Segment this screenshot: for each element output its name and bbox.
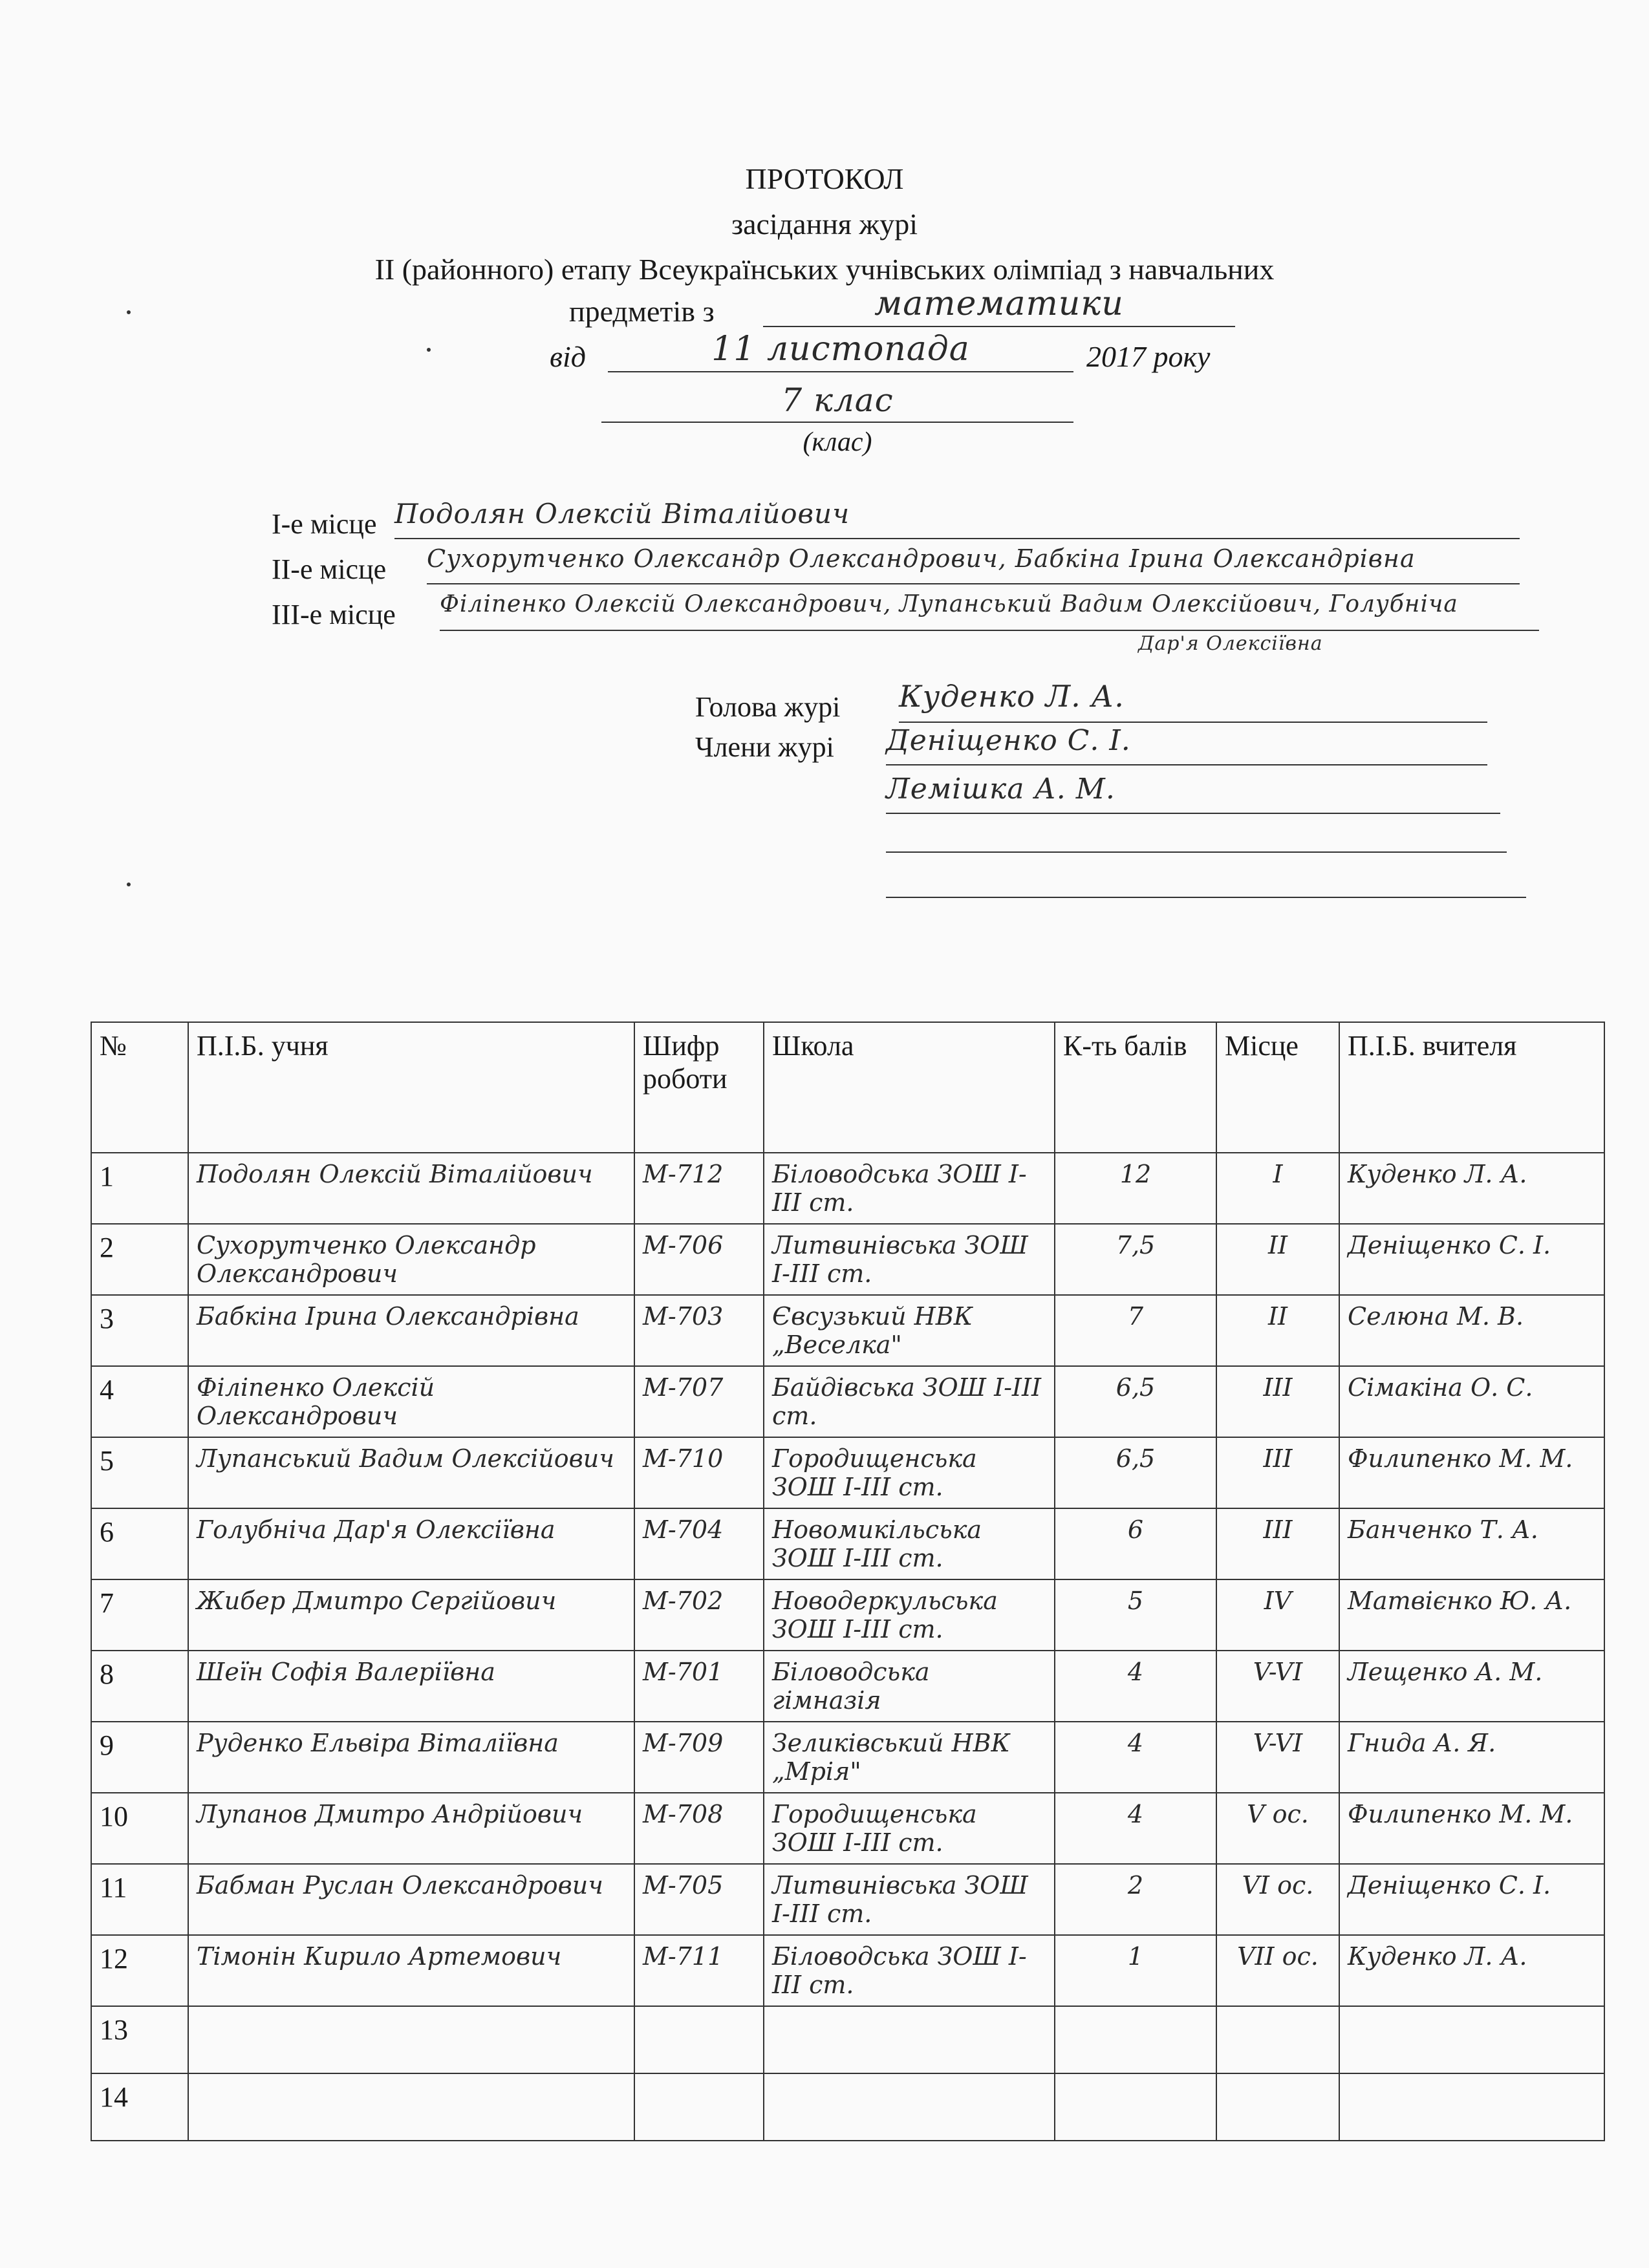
table-row [91, 1579, 1604, 1651]
score: 1 [1055, 1935, 1216, 2006]
row-number: 3 [91, 1295, 188, 1366]
place: ІІ [1216, 1224, 1339, 1295]
subject-prefix: предметів з [569, 295, 715, 328]
student-name: Лупанський Вадим Олексійович [188, 1437, 634, 1508]
row-number: 6 [91, 1508, 188, 1579]
third-place-continuation: Дар'я Олексіївна [1138, 632, 1323, 655]
row-number: 5 [91, 1437, 188, 1508]
subject-field: математики [763, 284, 1235, 327]
second-place-label: ІІ-е місце [272, 553, 387, 585]
teacher-name: Матвієнко Ю. А. [1339, 1579, 1604, 1651]
work-code: М-704 [634, 1508, 764, 1579]
class-caption: (клас) [803, 427, 872, 457]
school-name: Городищенська ЗОШ І-ІІІ ст. [764, 1793, 1055, 1864]
school-name [764, 2006, 1055, 2073]
student-name: Лупанов Дмитро Андрійович [188, 1793, 634, 1864]
class-field: 7 клас [601, 381, 1073, 423]
score: 6,5 [1055, 1437, 1216, 1508]
school-name: Біловодська ЗОШ І-ІІІ ст. [764, 1935, 1055, 2006]
place: V ос. [1216, 1793, 1339, 1864]
student-name: Бабман Руслан Олександрович [188, 1864, 634, 1935]
student-name [188, 2073, 634, 2141]
row-number: 13 [91, 2006, 188, 2073]
student-name: Жибер Дмитро Сергійович [188, 1579, 634, 1651]
score: 6 [1055, 1508, 1216, 1579]
school-name [764, 2073, 1055, 2141]
table-row [91, 1224, 1604, 1295]
first-place-value: Подолян Олексій Віталійович [394, 498, 1520, 539]
school-name: Литвинівська ЗОШ І-ІІІ ст. [764, 1224, 1055, 1295]
scan-speck [127, 883, 131, 886]
third-place-value: Філіпенко Олексій Олександрович, Лупанський Вадим Олексійович, Голубніча [440, 591, 1539, 631]
table-row [91, 1508, 1604, 1579]
teacher-name: Сімакіна О. С. [1339, 1366, 1604, 1437]
teacher-name: Банченко Т. А. [1339, 1508, 1604, 1579]
school-name: Литвинівська ЗОШ І-ІІІ ст. [764, 1864, 1055, 1935]
place: ІІІ [1216, 1366, 1339, 1437]
results-table [91, 1022, 1605, 2141]
page-title: ПРОТОКОЛ [745, 162, 904, 195]
score: 12 [1055, 1153, 1216, 1224]
score: 4 [1055, 1793, 1216, 1864]
jury-member-2: Лемішка А. М. [886, 773, 1500, 814]
row-number: 4 [91, 1366, 188, 1437]
school-name: Новомикільська ЗОШ І-ІІІ ст. [764, 1508, 1055, 1579]
teacher-name: Деніщенко С. І. [1339, 1224, 1604, 1295]
row-number: 11 [91, 1864, 188, 1935]
teacher-name: Куденко Л. А. [1339, 1935, 1604, 2006]
row-number: 1 [91, 1153, 188, 1224]
table-row [91, 1722, 1604, 1793]
teacher-name: Лещенко А. М. [1339, 1651, 1604, 1722]
score [1055, 2006, 1216, 2073]
teacher-name: Филипенко М. М. [1339, 1793, 1604, 1864]
table-row [91, 1935, 1604, 2006]
place: VII ос. [1216, 1935, 1339, 2006]
col-teacher-header: П.І.Б. вчителя [1339, 1022, 1604, 1153]
row-number: 12 [91, 1935, 188, 2006]
teacher-name [1339, 2073, 1604, 2141]
school-name: Новодеркульська ЗОШ І-ІІІ ст. [764, 1579, 1055, 1651]
jury-member-line-4 [886, 863, 1526, 898]
place [1216, 2073, 1339, 2141]
work-code: М-709 [634, 1722, 764, 1793]
olympiad-line: ІІ (районного) етапу Всеукраїнських учнівських олімпіад з навчальних [374, 253, 1275, 286]
work-code: М-707 [634, 1366, 764, 1437]
table-row [91, 1864, 1604, 1935]
student-name [188, 2006, 634, 2073]
score: 4 [1055, 1722, 1216, 1793]
teacher-name: Деніщенко С. І. [1339, 1864, 1604, 1935]
teacher-name: Гнида А. Я. [1339, 1722, 1604, 1793]
jury-members-label: Члени журі [695, 731, 834, 763]
place: ІІІ [1216, 1437, 1339, 1508]
table-row [91, 1366, 1604, 1437]
date-field: 11 листопада [608, 330, 1073, 372]
score: 6,5 [1055, 1366, 1216, 1437]
work-code: М-712 [634, 1153, 764, 1224]
work-code: М-701 [634, 1651, 764, 1722]
scan-speck [127, 310, 131, 314]
col-school-header: Школа [764, 1022, 1055, 1153]
col-code-header: Шифр роботи [634, 1022, 764, 1153]
score: 2 [1055, 1864, 1216, 1935]
work-code [634, 2006, 764, 2073]
student-name: Філіпенко Олексій Олександрович [188, 1366, 634, 1437]
work-code: М-703 [634, 1295, 764, 1366]
school-name: Біловодська гімназія [764, 1651, 1055, 1722]
place: V-VI [1216, 1651, 1339, 1722]
score: 7 [1055, 1295, 1216, 1366]
second-place-value: Сухорутченко Олександр Олександрович, Бабкіна Ірина Олександрівна [427, 544, 1520, 584]
table-row [91, 1153, 1604, 1224]
table-row [91, 1651, 1604, 1722]
teacher-name: Селюна М. В. [1339, 1295, 1604, 1366]
school-name: Городищенська ЗОШ І-ІІІ ст. [764, 1437, 1055, 1508]
third-place-label: ІІІ-е місце [272, 599, 396, 630]
student-name: Голубніча Дар'я Олексіївна [188, 1508, 634, 1579]
student-name: Руденко Ельвіра Віталіївна [188, 1722, 634, 1793]
scan-speck [427, 348, 431, 352]
jury-member-1: Деніщенко С. І. [886, 724, 1487, 765]
teacher-name: Куденко Л. А. [1339, 1153, 1604, 1224]
school-name: Біловодська ЗОШ І-ІІІ ст. [764, 1153, 1055, 1224]
teacher-name: Филипенко М. М. [1339, 1437, 1604, 1508]
work-code: М-702 [634, 1579, 764, 1651]
work-code: М-708 [634, 1793, 764, 1864]
school-name: Зеликівський НВК „Мрія" [764, 1722, 1055, 1793]
work-code [634, 2073, 764, 2141]
table-header-row [91, 1022, 1604, 1153]
student-name: Бабкіна Ірина Олександрівна [188, 1295, 634, 1366]
page-subtitle: засідання журі [731, 208, 918, 241]
jury-member-line-3 [886, 818, 1507, 853]
school-name: Євсузький НВК „Веселка" [764, 1295, 1055, 1366]
jury-head-label: Голова журі [695, 691, 841, 723]
place: V-VI [1216, 1722, 1339, 1793]
place: ІІІ [1216, 1508, 1339, 1579]
row-number: 9 [91, 1722, 188, 1793]
student-name: Подолян Олексій Віталійович [188, 1153, 634, 1224]
table-row [91, 2006, 1604, 2073]
score: 7,5 [1055, 1224, 1216, 1295]
score: 4 [1055, 1651, 1216, 1722]
place: IV [1216, 1579, 1339, 1651]
place: І [1216, 1153, 1339, 1224]
date-prefix: від [550, 340, 587, 373]
work-code: М-710 [634, 1437, 764, 1508]
table-row [91, 2073, 1604, 2141]
table-row [91, 1437, 1604, 1508]
year-text: 2017 року [1086, 340, 1211, 373]
col-number-header: № [91, 1022, 188, 1153]
score: 5 [1055, 1579, 1216, 1651]
place: ІІ [1216, 1295, 1339, 1366]
place: VI ос. [1216, 1864, 1339, 1935]
student-name: Сухорутченко Олександр Олександрович [188, 1224, 634, 1295]
row-number: 14 [91, 2073, 188, 2141]
col-place-header: Місце [1216, 1022, 1339, 1153]
jury-head-value: Куденко Л. А. [899, 679, 1487, 723]
student-name: Шеїн Софія Валеріївна [188, 1651, 634, 1722]
col-score-header: К-ть балів [1055, 1022, 1216, 1153]
place [1216, 2006, 1339, 2073]
teacher-name [1339, 2006, 1604, 2073]
row-number: 2 [91, 1224, 188, 1295]
work-code: М-705 [634, 1864, 764, 1935]
school-name: Байдівська ЗОШ І-ІІІ ст. [764, 1366, 1055, 1437]
row-number: 8 [91, 1651, 188, 1722]
student-name: Тімонін Кирило Артемович [188, 1935, 634, 2006]
table-row [91, 1793, 1604, 1864]
row-number: 10 [91, 1793, 188, 1864]
table-row [91, 1295, 1604, 1366]
work-code: М-706 [634, 1224, 764, 1295]
score [1055, 2073, 1216, 2141]
first-place-label: І-е місце [272, 508, 377, 540]
col-student-header: П.І.Б. учня [188, 1022, 634, 1153]
work-code: М-711 [634, 1935, 764, 2006]
row-number: 7 [91, 1579, 188, 1651]
